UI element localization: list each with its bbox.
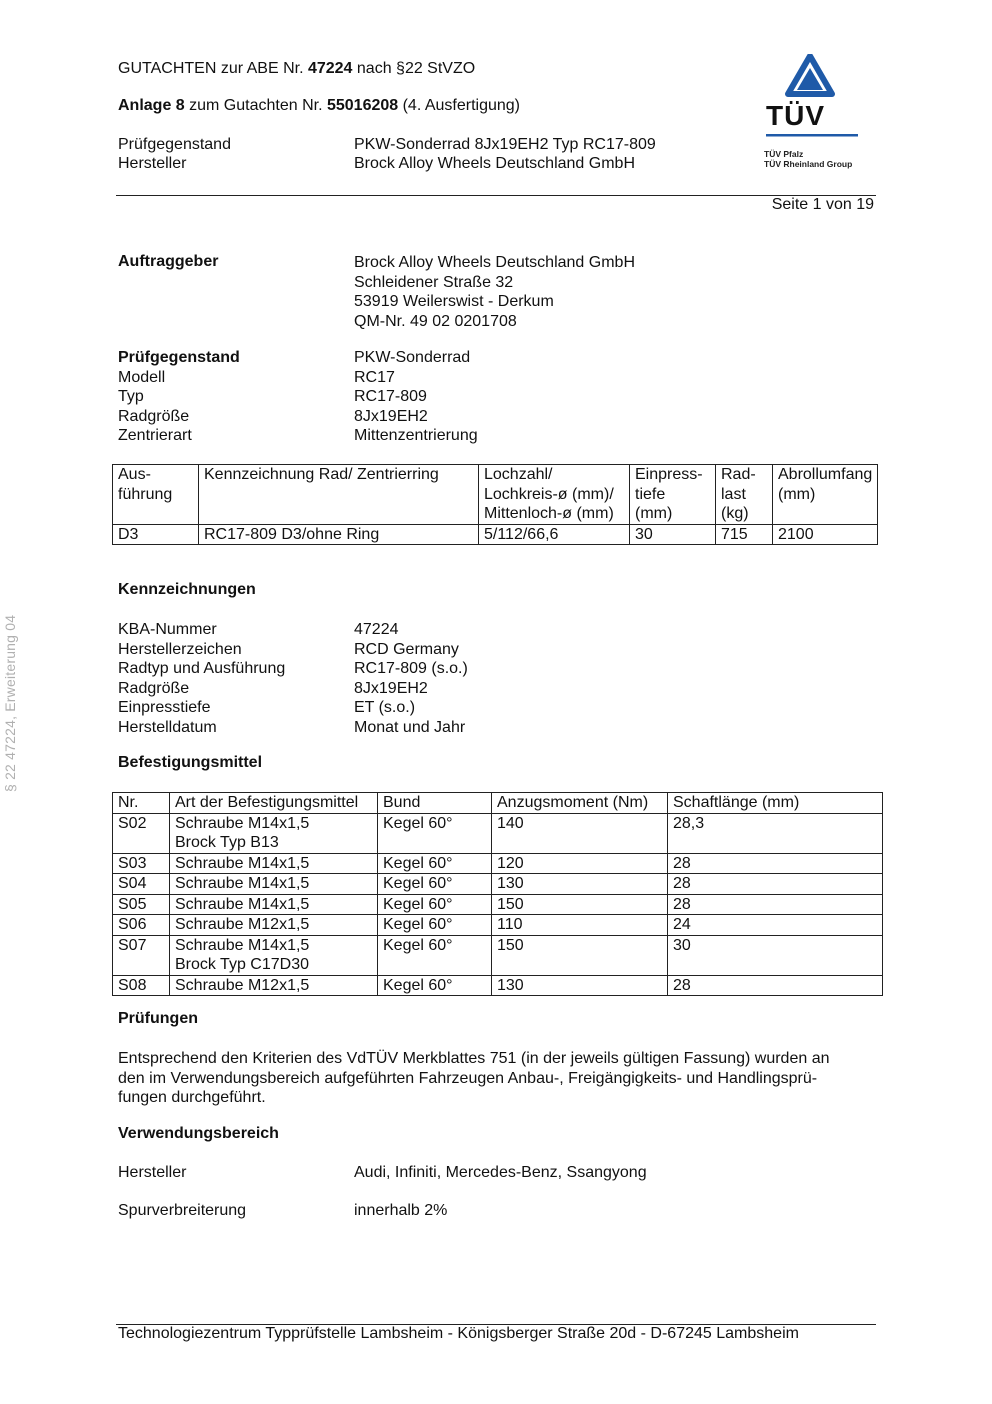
auftraggeber-address: Brock Alloy Wheels Deutschland GmbH Schleidener Straße 32 53919 Weilerswist - Derkum QM-Nr. 49 02 0201708 xyxy=(354,254,635,330)
verwendung-spur-label: Spurverbreiterung xyxy=(118,1202,247,1219)
bh-nr: Nr. xyxy=(113,793,170,814)
cell-art: Schraube M12x1,5 xyxy=(170,915,378,936)
kennzeichnungen-labels: KBA-Nummer Herstellerzeichen Radtyp und Ausführung Radgröße Einpresstiefe Herstelldatum xyxy=(118,621,286,736)
bh-bund: Bund xyxy=(378,793,492,814)
cell-schaft: 28 xyxy=(668,894,883,915)
cell-bund: Kegel 60° xyxy=(378,894,492,915)
wheel-table-row xyxy=(113,524,878,545)
cell-nr: S05 xyxy=(113,894,170,915)
tuev-logo xyxy=(762,54,862,174)
th-einpresstiefe: Einpress- tiefe (mm) xyxy=(630,465,716,525)
cell-moment: 130 xyxy=(492,975,668,996)
cell-art: Schraube M12x1,5 xyxy=(170,975,378,996)
bh-schaft: Schaftlänge (mm) xyxy=(668,793,883,814)
cell-nr: S07 xyxy=(113,935,170,975)
cell-schaft: 28 xyxy=(668,853,883,874)
header-pg-value: PKW-Sonderrad 8Jx19EH2 Typ RC17-809 xyxy=(354,136,656,153)
cell-art: Schraube M14x1,5 Brock Typ C17D30 xyxy=(170,935,378,975)
cell-art: Schraube M14x1,5 xyxy=(170,874,378,895)
header-line-2: Anlage 8 zum Gutachten Nr. 55016208 (4. Ausfertigung) xyxy=(118,97,520,114)
cell-nr: S06 xyxy=(113,915,170,936)
cell-nr: S08 xyxy=(113,975,170,996)
befestigung-row xyxy=(113,874,883,895)
cell-nr: S04 xyxy=(113,874,170,895)
cell-bund: Kegel 60° xyxy=(378,975,492,996)
header-line-1: GUTACHTEN zur ABE Nr. 47224 nach §22 StVZO xyxy=(118,60,476,77)
side-reference-text: § 22 47224, Erweiterung 04 xyxy=(2,614,18,792)
cell-bund: Kegel 60° xyxy=(378,813,492,853)
td-radlast: 715 xyxy=(716,524,773,545)
header-hersteller-value: Brock Alloy Wheels Deutschland GmbH xyxy=(354,155,635,172)
cell-schaft: 28 xyxy=(668,975,883,996)
th-ausfuehrung: Aus- führung xyxy=(113,465,199,525)
kennzeichnungen-values: 47224 RCD Germany RC17-809 (s.o.) 8Jx19EH2 ET (s.o.) Monat und Jahr xyxy=(354,621,468,736)
befestigung-row xyxy=(113,935,883,975)
th-abrollumfang: Abrollumfang (mm) xyxy=(773,465,878,525)
befestigung-row xyxy=(113,853,883,874)
cell-nr: S03 xyxy=(113,853,170,874)
pruefgegenstand-values: PKW-Sonderrad RC17 RC17-809 8Jx19EH2 Mittenzentrierung xyxy=(354,349,478,444)
cell-schaft: 28 xyxy=(668,874,883,895)
cell-moment: 120 xyxy=(492,853,668,874)
befestigung-row xyxy=(113,813,883,853)
pruefungen-title: Prüfungen xyxy=(118,1010,198,1027)
bh-moment: Anzugsmoment (Nm) xyxy=(492,793,668,814)
th-lochzahl: Lochzahl/ Lochkreis-ø (mm)/ Mittenloch-ø (mm) xyxy=(479,465,630,525)
verwendung-hersteller-value: Audi, Infiniti, Mercedes-Benz, Ssangyong xyxy=(354,1164,647,1181)
cell-moment: 150 xyxy=(492,935,668,975)
pruefungen-text: Entsprechend den Kriterien des VdTÜV Merkblattes 751 (in der jeweils gültigen Fassung) wurden an den im Verwendungsbereich aufgeführten Fahrzeugen Anbau-, Freigängigkeits- und Handlingsprü- fungen durchgeführt. xyxy=(118,1050,830,1106)
cell-moment: 110 xyxy=(492,915,668,936)
pruefgegenstand-labels: Prüfgegenstand Modell Typ Radgröße Zentrierart xyxy=(118,349,240,444)
footer-text: Technologiezentrum Typprüfstelle Lambsheim - Königsberger Straße 20d - D-67245 Lambsheim xyxy=(118,1325,799,1342)
tuev-sub-2: TÜV Rheinland Group xyxy=(764,159,853,169)
cell-bund: Kegel 60° xyxy=(378,874,492,895)
cell-art: Schraube M14x1,5 xyxy=(170,894,378,915)
wheel-table xyxy=(112,464,878,545)
verwendungsbereich-title: Verwendungsbereich xyxy=(118,1125,279,1142)
cell-schaft: 28,3 xyxy=(668,813,883,853)
cell-schaft: 30 xyxy=(668,935,883,975)
befestigung-row xyxy=(113,915,883,936)
td-lochzahl: 5/112/66,6 xyxy=(479,524,630,545)
tuev-brand: TÜV xyxy=(766,100,825,131)
cell-moment: 130 xyxy=(492,874,668,895)
td-einpresstiefe: 30 xyxy=(630,524,716,545)
th-radlast: Rad- last (kg) xyxy=(716,465,773,525)
auftraggeber-label: Auftraggeber xyxy=(118,253,219,270)
header-hersteller-label: Hersteller xyxy=(118,155,187,172)
befestigung-row xyxy=(113,894,883,915)
td-ausfuehrung: D3 xyxy=(113,524,199,545)
cell-moment: 140 xyxy=(492,813,668,853)
verwendung-spur-value: innerhalb 2% xyxy=(354,1202,448,1219)
header-divider xyxy=(116,195,876,196)
befestigung-title: Befestigungsmittel xyxy=(118,754,263,771)
tuev-sub-1: TÜV Pfalz xyxy=(764,149,804,159)
td-kennzeichnung: RC17-809 D3/ohne Ring xyxy=(199,524,479,545)
cell-art: Schraube M14x1,5 xyxy=(170,853,378,874)
cell-moment: 150 xyxy=(492,894,668,915)
verwendung-hersteller-label: Hersteller xyxy=(118,1164,187,1181)
cell-art: Schraube M14x1,5 Brock Typ B13 xyxy=(170,813,378,853)
befestigung-row xyxy=(113,975,883,996)
page-number: Seite 1 von 19 xyxy=(771,196,874,213)
bh-art: Art der Befestigungsmittel xyxy=(170,793,378,814)
wheel-table-header xyxy=(113,465,878,525)
cell-bund: Kegel 60° xyxy=(378,853,492,874)
td-abrollumfang: 2100 xyxy=(773,524,878,545)
befestigung-table xyxy=(112,792,883,996)
befestigung-header xyxy=(113,793,883,814)
header-pg-label: Prüfgegenstand xyxy=(118,136,231,153)
cell-nr: S02 xyxy=(113,813,170,853)
cell-bund: Kegel 60° xyxy=(378,915,492,936)
th-kennzeichnung: Kennzeichnung Rad/ Zentrierring xyxy=(199,465,479,525)
cell-bund: Kegel 60° xyxy=(378,935,492,975)
kennzeichnungen-title: Kennzeichnungen xyxy=(118,581,256,598)
cell-schaft: 24 xyxy=(668,915,883,936)
